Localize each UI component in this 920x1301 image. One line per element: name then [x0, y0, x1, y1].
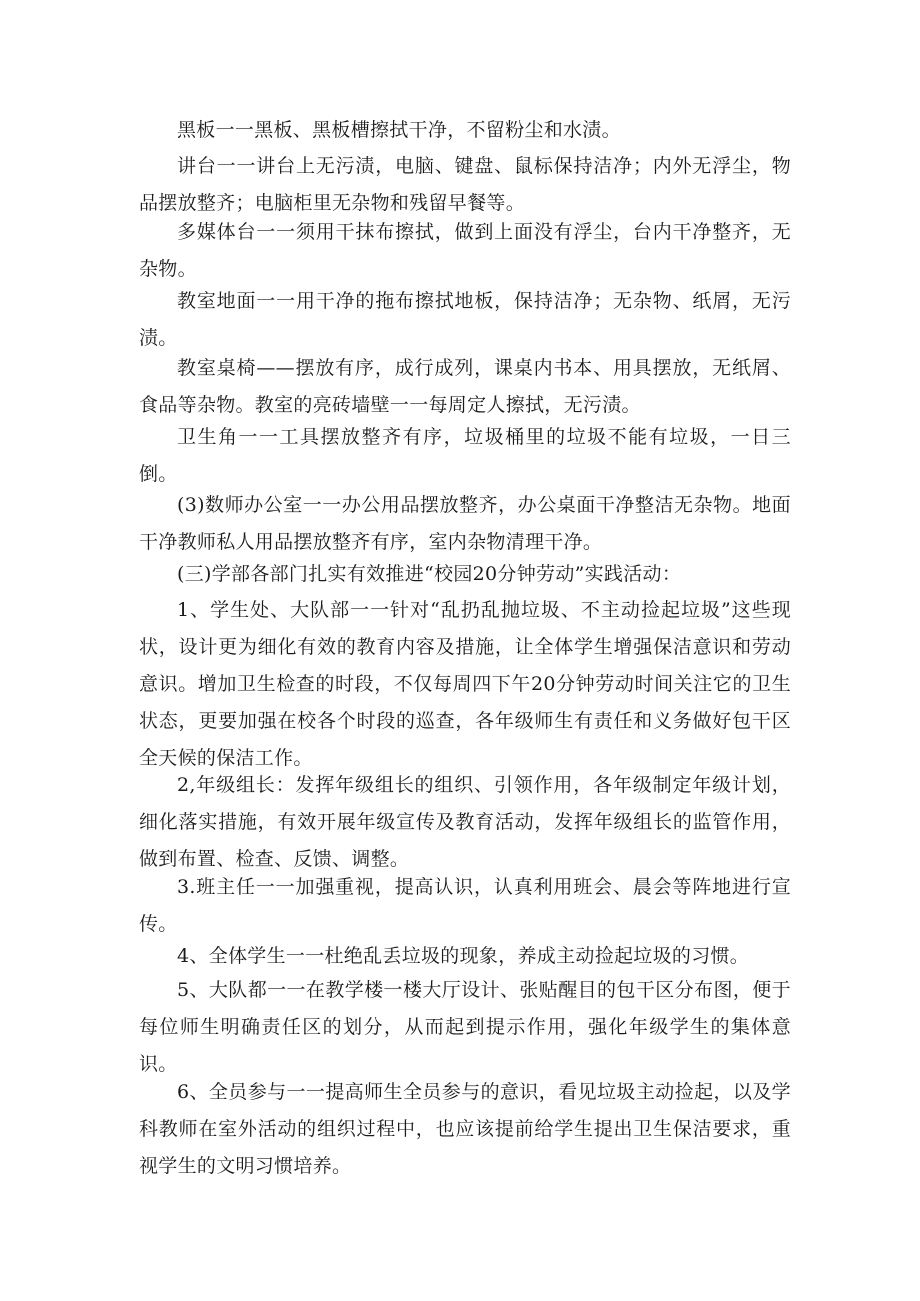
section-heading-three: (三)学部各部门扎实有效推进“校园20分钟劳动”实践活动：	[177, 563, 682, 585]
paragraph-item-1: 1、学生处、大队部一一针对“乱扔乱抛垃圾、不主动捡起垃圾”这些现状，设计更为细化有效的教育内容及措施，让全体学生增强保洁意识和劳动意识。增加卫生检查的时段，不仅每周四下午20分钟劳动时间关注它的卫生状态，更要加强在校各个时段的巡查，各年级师生有责任和义务做好包干区全天候的保洁工作。	[139, 599, 791, 769]
paragraph-podium: 讲台一一讲台上无污渍，电脑、键盘、鼠标保持洁净；内外无浮尘，物品摆放整齐；电脑柜里无杂物和残留早餐等。	[139, 155, 791, 214]
paragraph-desks: 教室桌椅——摆放有序，成行成列，课桌内书本、用具摆放，无纸屑、食品等杂物。教室的亮砖墙壁一一每周定人擦拭，无污渍。	[139, 357, 791, 416]
paragraph-hygiene-corner: 卫生角一一工具摆放整齐有序，垃圾桶里的垃圾不能有垃圾，一日三倒。	[139, 426, 791, 485]
paragraph-floor: 教室地面一一用干净的拖布擦拭地板，保持洁净；无杂物、纸屑，无污渍。	[139, 290, 791, 349]
paragraph-item-2: 2,年级组长：发挥年级组长的组织、引领作用，各年级制定年级计划，细化落实措施，有效开展年级宣传及教育活动，发挥年级组长的监管作用，做到布置、检查、反馈、调整。	[139, 774, 791, 870]
paragraph-blackboard: 黑板一一黑板、黑板槽擦拭干净，不留粉尘和水渍。	[177, 119, 621, 141]
paragraph-teacher-office: (3)数师办公室一一办公用品摆放整齐，办公桌面干净整洁无杂物。地面干净教师私人用品摆放整齐有序，室内杂物清理干净。	[139, 494, 791, 553]
paragraph-item-4: 4、全体学生一一杜绝乱丢垃圾的现象，养成主动捡起垃圾的习惯。	[177, 945, 750, 967]
paragraph-media-desk: 多媒体台一一须用干抹布擦拭，做到上面没有浮尘，台内干净整齐，无杂物。	[139, 221, 791, 280]
paragraph-item-6: 6、全员参与一一提高师生全员参与的意识，看见垃圾主动捡起，以及学科教师在室外活动的组织过程中，也应该提前给学生提出卫生保洁要求，重视学生的文明习惯培养。	[139, 1081, 791, 1177]
paragraph-item-3: 3.班主任一一加强重视，提高认识，认真利用班会、晨会等阵地进行宣传。	[139, 876, 791, 935]
paragraph-item-5: 5、大队都一一在教学楼一楼大厅设计、张贴醒目的包干区分布图，便于每位师生明确责任区的划分，从而起到提示作用，强化年级学生的集体意识。	[139, 979, 791, 1075]
